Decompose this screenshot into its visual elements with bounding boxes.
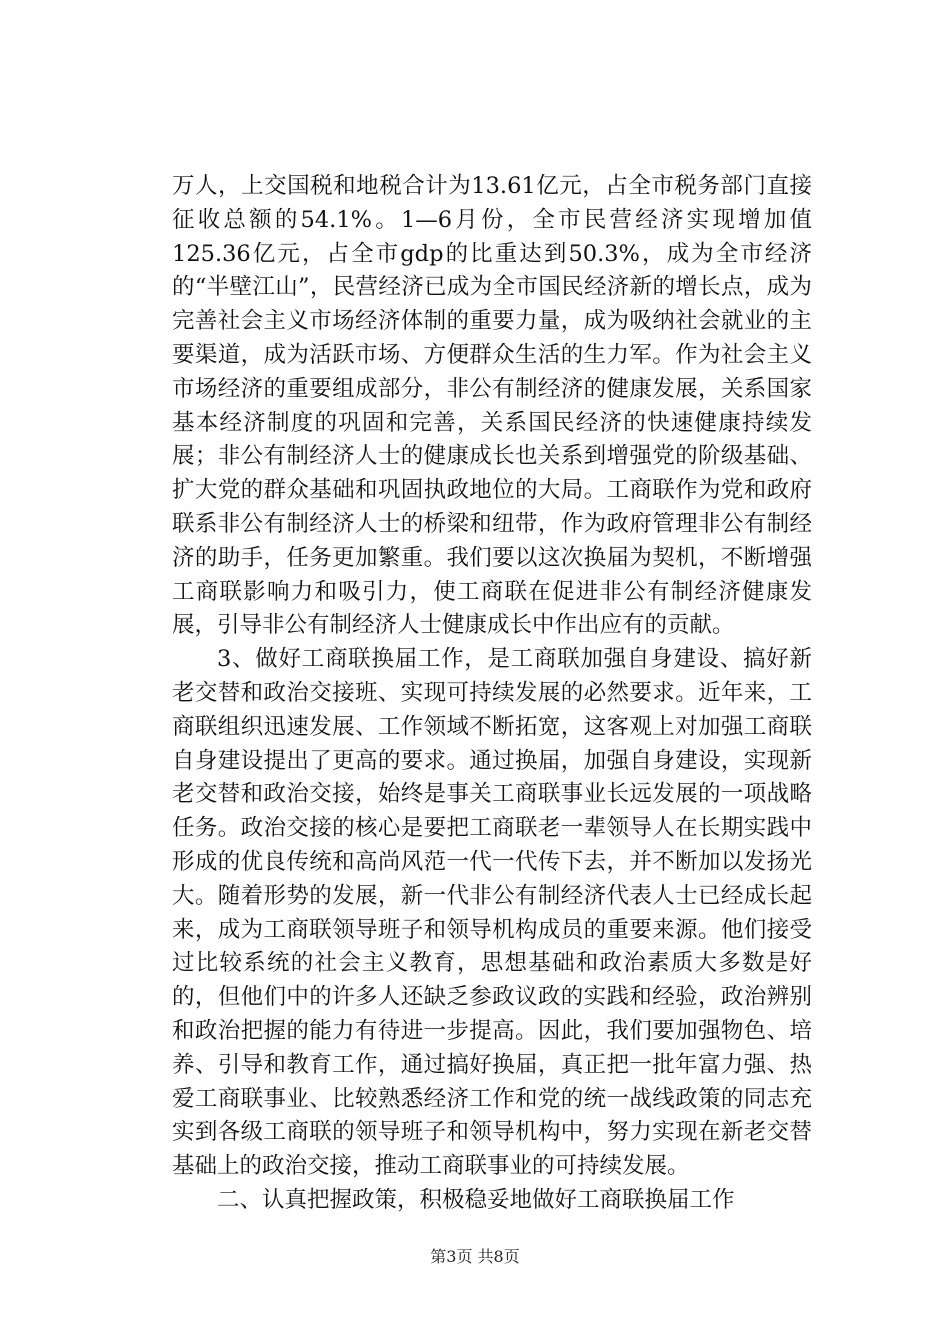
- paragraph-item-3: 3、做好工商联换届工作，是工商联加强自身建设、搞好新老交替和政治交接班、实现可持续发展的必然要求。近年来，工商联组织迅速发展、工作领域不断拓宽，这客观上对加强工商联自身建设提出了更高的要求。通过换届，加强自身建设，实现新老交替和政治交接，始终是事关工商联事业长远发展的一项战略任务。政治交接的核心是要把工商联老一辈领导人在长期实践中形成的优良传统和高尚风范一代一代传下去，并不断加以发扬光大。随着形势的发展，新一代非公有制经济代表人士已经成长起来，成为工商联领导班子和领导机构成员的重要来源。他们接受过比较系统的社会主义教育，思想基础和政治素质大多数是好的，但他们中的许多人还缺乏参政议政的实践和经验，政治辨别和政治把握的能力有待进一步提高。因此，我们要加强物色、培养、引导和教育工作，通过搞好换届，真正把一批年富力强、热爱工商联事业、比较熟悉经济工作和党的统一战线政策的同志充实到各级工商联的领导班子和领导机构中，努力实现在新老交替基础上的政治交接，推动工商联事业的可持续发展。: [172, 646, 812, 1180]
- section-heading: 二、认真把握政策，积极稳妥地做好工商联换届工作: [217, 1186, 735, 1213]
- page-footer: 第3页 共8页: [430, 1247, 520, 1266]
- document-body: [172, 170, 812, 1218]
- paragraph-continued: 万人，上交国税和地税合计为13.61亿元，占全市税务部门直接征收总额的54.1%。1—6月份，全市民营经济实现增加值125.36亿元，占全市gdp的比重达到50.3%，成为全市经济的“半壁江山”，民营经济已成为全市国民经济新的增长点，成为完善社会主义市场经济体制的重要力量，成为吸纳社会就业的主要渠道，成为活跃市场、方便群众生活的生力军。作为社会主义市场经济的重要组成部分，非公有制经济的健康发展，关系国家基本经济制度的巩固和完善，关系国民经济的快速健康持续发展；非公有制经济人士的健康成长也关系到增强党的阶级基础、扩大党的群众基础和巩固执政地位的大局。工商联作为党和政府联系非公有制经济人士的桥梁和纽带，作为政府管理非公有制经济的助手，任务更加繁重。我们要以这次换届为契机，不断增强工商联影响力和吸引力，使工商联在促进非公有制经济健康发展，引导非公有制经济人士健康成长中作出应有的贡献。: [172, 173, 812, 639]
